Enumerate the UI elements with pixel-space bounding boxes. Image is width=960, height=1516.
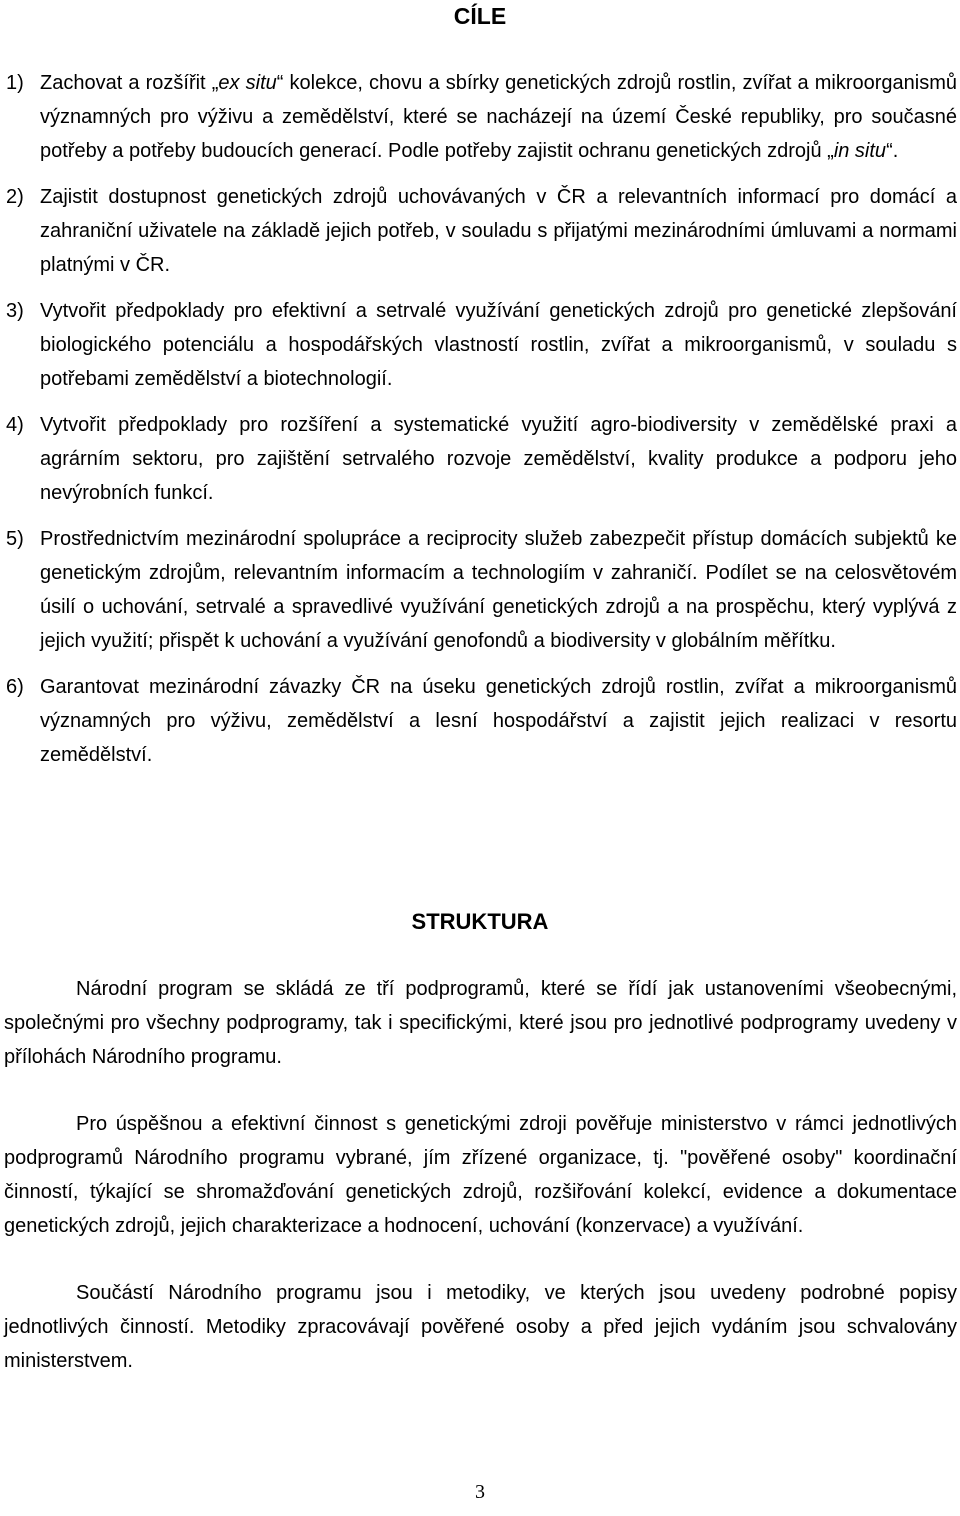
goal-item-3	[0, 294, 957, 396]
goal-item-2	[0, 180, 957, 282]
emphasis-in-situ: in situ	[833, 140, 887, 162]
goal-number: 3)	[6, 300, 24, 322]
goal-number: 1)	[6, 72, 24, 94]
goal-item-4	[0, 408, 957, 510]
structure-section	[4, 972, 957, 1411]
structure-paragraph: Součástí Národního programu jsou i metodiky, ve kterých jsou uvedeny podrobné popisy jednotlivých činností. Metodiky zpracovávají pověřené osoby a před jejich vydáním jsou schvalovány ministerstvem.	[4, 1282, 957, 1372]
emphasis-ex-situ: ex situ	[218, 72, 277, 94]
goal-number: 2)	[6, 186, 24, 208]
goal-text: Prostřednictvím mezinárodní spolupráce a reciprocity služeb zabezpečit přístup domácích subjektů ke genetickým zdrojům, relevantním informacím a technologiím v zahraničí. Podílet se na celosvětovém úsilí o uchování, setrvalé a spravedlivé využívání genetických zdrojů a na prospěchu, který vyplývá z jejich využití; přispět k uchování a využívání genofondů a biodiversity v globálním měřítku.	[40, 528, 957, 652]
goal-number: 6)	[6, 676, 24, 698]
structure-paragraph: Národní program se skládá ze tří podprogramů, které se řídí jak ustanoveními všeobecnými, společnými pro všechny podprogramy, tak i specifickými, které jsou pro jednotlivé podprogramy uvedeny v přílohách Národního programu.	[4, 978, 957, 1068]
goal-text: Vytvořit předpoklady pro rozšíření a systematické využití agro-biodiversity v zemědělské praxi a agrárním sektoru, pro zajištění setrvalého rozvoje zemědělství, kvality produkce a podporu jeho nevýrobních funkcí.	[40, 414, 957, 504]
goal-item-6	[0, 670, 957, 772]
goal-item-1	[0, 66, 957, 168]
heading-struktura: STRUKTURA	[411, 909, 549, 934]
goal-text: Zajistit dostupnost genetických zdrojů uchovávaných v ČR a relevantních informací pro domácí a zahraniční uživatele na základě jejich potřeb, v souladu s přijatými mezinárodními úmluvami a normami platnými v ČR.	[40, 186, 957, 276]
goal-number: 5)	[6, 528, 24, 550]
structure-paragraph: Pro úspěšnou a efektivní činnost s genetickými zdroji pověřuje ministerstvo v rámci jednotlivých podprogramů Národního programu vybrané, jím zřízené organizace, tj. "pověřené osoby" koordinační činností, týkající se shromažďování genetických zdrojů, rozšiřování kolekcí, evidence a dokumentace genetických zdrojů, jejich charakterizace a hodnocení, uchování (konzervace) a využívání.	[4, 1113, 957, 1237]
goals-list	[0, 66, 957, 784]
goal-number: 4)	[6, 414, 24, 436]
goal-text: Garantovat mezinárodní závazky ČR na úseku genetických zdrojů rostlin, zvířat a mikroorganismů významných pro výživu, zemědělství a lesní hospodářství a zajistit jejich realizaci v resortu zemědělství.	[40, 676, 957, 766]
goal-text: Zachovat a rozšířit „ex situ“ kolekce, chovu a sbírky genetických zdrojů rostlin, zvířat a mikroorganismů významných pro výživu a zemědělství, které se nacházejí na území České republiky, pro současné potřeby a potřeby budoucích generací. Podle potřeby zajistit ochranu genetických zdrojů „in situ“.	[40, 72, 957, 162]
heading-cile: CÍLE	[453, 3, 507, 29]
goal-item-5	[0, 522, 957, 658]
page-number: 3	[475, 1481, 485, 1503]
goal-text: Vytvořit předpoklady pro efektivní a setrvalé využívání genetických zdrojů pro genetické zlepšování biologického potenciálu a hospodářských vlastností rostlin, zvířat a mikroorganismů, v souladu s potřebami zemědělství a biotechnologií.	[40, 300, 957, 390]
